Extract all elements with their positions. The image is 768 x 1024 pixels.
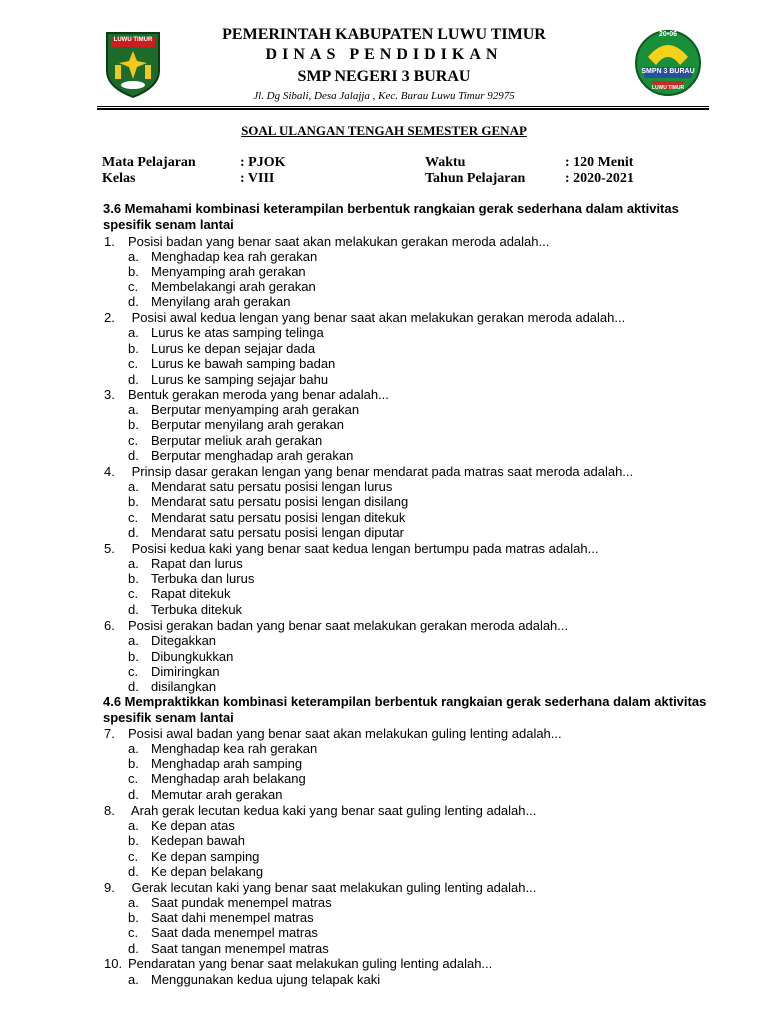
option [128, 494, 408, 509]
option-letter: b. [128, 910, 139, 925]
option [128, 479, 392, 494]
option-letter: d. [128, 525, 139, 540]
question [104, 618, 568, 633]
option-letter: c. [128, 925, 139, 940]
question [104, 541, 598, 556]
option [128, 679, 216, 694]
class-value: : VIII [240, 171, 275, 186]
option-letter: a. [128, 895, 139, 910]
option-text: Lurus ke depan sejajar dada [151, 341, 316, 356]
question [104, 956, 492, 971]
option [128, 941, 329, 956]
option-letter: c. [128, 356, 139, 371]
option-text: Menghadap arah samping [151, 756, 303, 771]
option [128, 771, 306, 786]
question-number: 6. [104, 618, 115, 633]
letterhead-divider-thick [97, 108, 709, 110]
question [104, 880, 536, 895]
option-letter: c. [128, 586, 139, 601]
option-text: Membelakangi arah gerakan [151, 279, 316, 294]
option-text: Saat dahi menempel matras [151, 910, 314, 925]
time-value: : 120 Menit [565, 155, 634, 170]
question-number: 3. [104, 387, 115, 402]
option-text: Mendarat satu persatu posisi lengan disilang [151, 494, 409, 509]
year-value: : 2020-2021 [565, 171, 634, 186]
option-text: Rapat dan lurus [151, 556, 243, 571]
right-logo-top-text: 20•06 [658, 31, 678, 38]
question-text: Posisi kedua kaki yang benar saat kedua lengan bertumpu pada matras adalah... [128, 541, 599, 556]
question-number: 8. [104, 803, 115, 818]
option-text: Lurus ke atas samping telinga [151, 325, 324, 340]
option [128, 586, 231, 601]
option-letter: d. [128, 941, 139, 956]
option [128, 602, 242, 617]
option-text: disilangkan [151, 679, 217, 694]
question-number: 10. [104, 956, 123, 971]
option-letter: d. [128, 448, 139, 463]
option [128, 633, 216, 648]
question-text: Gerak lecutan kaki yang benar saat melakukan guling lenting adalah... [128, 880, 537, 895]
option [128, 910, 314, 925]
option-text: Lurus ke bawah samping badan [151, 356, 336, 371]
question-number: 4. [104, 464, 115, 479]
option [128, 402, 359, 417]
option [128, 341, 315, 356]
option-letter: a. [128, 479, 139, 494]
option-letter: b. [128, 833, 139, 848]
option-text: Ke depan atas [151, 818, 235, 833]
option-letter: b. [128, 571, 139, 586]
question-number: 1. [104, 234, 115, 249]
option [128, 741, 317, 756]
question-number: 5. [104, 541, 115, 556]
school-address: Jl. Dg Sibali, Desa Jalajja , Kec. Burau Luwu Timur 92975 [253, 90, 515, 102]
option-text: Kedepan bawah [151, 833, 245, 848]
option [128, 264, 306, 279]
option [128, 556, 243, 571]
option-letter: b. [128, 341, 139, 356]
option-text: Mendarat satu persatu posisi lengan ditekuk [151, 510, 406, 525]
option-text: Lurus ke samping sejajar bahu [151, 372, 329, 387]
option [128, 895, 332, 910]
question [104, 234, 549, 249]
option-text: Mendarat satu persatu posisi lengan diputar [151, 525, 404, 540]
time-label: Waktu [425, 155, 466, 170]
option-letter: a. [128, 325, 139, 340]
option-text: Saat pundak menempel matras [151, 895, 332, 910]
option-letter: d. [128, 679, 139, 694]
option [128, 372, 328, 387]
option-letter: a. [128, 402, 139, 417]
option [128, 571, 254, 586]
option-text: Berputar meliuk arah gerakan [151, 433, 323, 448]
option-letter: a. [128, 633, 139, 648]
option [128, 787, 283, 802]
option-letter: c. [128, 771, 139, 786]
option-letter: c. [128, 433, 139, 448]
option [128, 294, 290, 309]
competency-heading-3-6: 3.6 Memahami kombinasi keterampilan berbentuk rangkaian gerak sederhana dalam aktivitas spesifik senam lantai [103, 201, 679, 232]
option-letter: b. [128, 649, 139, 664]
option-text: Mendarat satu persatu posisi lengan lurus [151, 479, 393, 494]
question-text: Posisi awal kedua lengan yang benar saat akan melakukan gerakan meroda adalah... [128, 310, 626, 325]
option-letter: d. [128, 864, 139, 879]
option [128, 925, 318, 940]
option-text: Dimiringkan [151, 664, 220, 679]
option-text: Menghadap kea rah gerakan [151, 741, 318, 756]
option [128, 649, 233, 664]
option-text: Terbuka dan lurus [151, 571, 255, 586]
option-letter: c. [128, 510, 139, 525]
option [128, 849, 259, 864]
option-letter: a. [128, 741, 139, 756]
year-label: Tahun Pelajaran [425, 171, 526, 186]
option-text: Dibungkukkan [151, 649, 234, 664]
option [128, 525, 404, 540]
option [128, 818, 235, 833]
option-letter: a. [128, 249, 139, 264]
option-letter: d. [128, 602, 139, 617]
option-letter: c. [128, 849, 139, 864]
question [104, 387, 389, 402]
question-text: Arah gerak lecutan kedua kaki yang benar saat guling lenting adalah... [128, 803, 537, 818]
school-name: SMP NEGERI 3 BURAU [297, 68, 471, 85]
question-number: 2. [104, 310, 115, 325]
option-letter: d. [128, 787, 139, 802]
option-text: Berputar menyamping arah gerakan [151, 402, 360, 417]
option [128, 279, 316, 294]
question [104, 310, 625, 325]
right-logo-text: SMPN 3 BURAU [641, 68, 695, 75]
option-letter: b. [128, 756, 139, 771]
question-text: Pendaratan yang benar saat melakukan guling lenting adalah... [128, 956, 493, 971]
question-number: 9. [104, 880, 115, 895]
option-letter: a. [128, 972, 139, 987]
question-text: Posisi gerakan badan yang benar saat melakukan gerakan meroda adalah... [128, 618, 569, 633]
government-name: PEMERINTAH KABUPATEN LUWU TIMUR [222, 26, 546, 43]
option-text: Rapat ditekuk [151, 586, 231, 601]
competency-heading-4-6: 4.6 Mempraktikkan kombinasi keterampilan berbentuk rangkaian gerak sederhana dalam aktivitas spesifik senam lantai [103, 694, 707, 725]
option-letter: a. [128, 818, 139, 833]
option [128, 756, 302, 771]
option-letter: d. [128, 294, 139, 309]
option-text: Menyilang arah gerakan [151, 294, 291, 309]
option-text: Berputar menyilang arah gerakan [151, 417, 344, 432]
option-text: Berputar menghadap arah gerakan [151, 448, 354, 463]
subject-label: Mata Pelajaran [102, 155, 196, 170]
option-letter: d. [128, 372, 139, 387]
option [128, 864, 263, 879]
option-text: Memutar arah gerakan [151, 787, 283, 802]
option [128, 325, 324, 340]
option [128, 356, 335, 371]
option-letter: a. [128, 556, 139, 571]
option-text: Menghadap arah belakang [151, 771, 306, 786]
left-logo-text: LUWU TIMUR [113, 37, 153, 43]
option-text: Terbuka ditekuk [151, 602, 243, 617]
option-text: Ke depan belakang [151, 864, 264, 879]
question [104, 803, 536, 818]
option-letter: c. [128, 664, 139, 679]
question [104, 464, 633, 479]
option-text: Ke depan samping [151, 849, 260, 864]
question-text: Prinsip dasar gerakan lengan yang benar mendarat pada matras saat meroda adalah... [128, 464, 634, 479]
agency-name: DINAS PENDIDIKAN [265, 46, 503, 63]
option [128, 448, 353, 463]
option-letter: b. [128, 494, 139, 509]
exam-title: SOAL ULANGAN TENGAH SEMESTER GENAP [241, 123, 527, 138]
question [104, 726, 562, 741]
option-text: Saat tangan menempel matras [151, 941, 329, 956]
option-text: Ditegakkan [151, 633, 217, 648]
question-number: 7. [104, 726, 115, 741]
question-text: Posisi badan yang benar saat akan melakukan gerakan meroda adalah... [128, 234, 550, 249]
option-text: Menghadap kea rah gerakan [151, 249, 318, 264]
option [128, 833, 245, 848]
letterhead-divider [97, 106, 709, 107]
option [128, 433, 322, 448]
option-letter: b. [128, 417, 139, 432]
option-letter: c. [128, 279, 139, 294]
option [128, 510, 405, 525]
option [128, 249, 317, 264]
option [128, 972, 380, 987]
subject-value: : PJOK [240, 155, 286, 170]
option [128, 417, 344, 432]
right-logo-subtext: LUWU TIMUR [651, 85, 685, 91]
option [128, 664, 220, 679]
option-text: Saat dada menempel matras [151, 925, 318, 940]
class-label: Kelas [102, 171, 136, 186]
option-letter: b. [128, 264, 139, 279]
question-text: Posisi awal badan yang benar saat akan melakukan guling lenting adalah... [128, 726, 562, 741]
option-text: Menggunakan kedua ujung telapak kaki [151, 972, 381, 987]
option-text: Menyamping arah gerakan [151, 264, 306, 279]
question-text: Bentuk gerakan meroda yang benar adalah... [128, 387, 389, 402]
